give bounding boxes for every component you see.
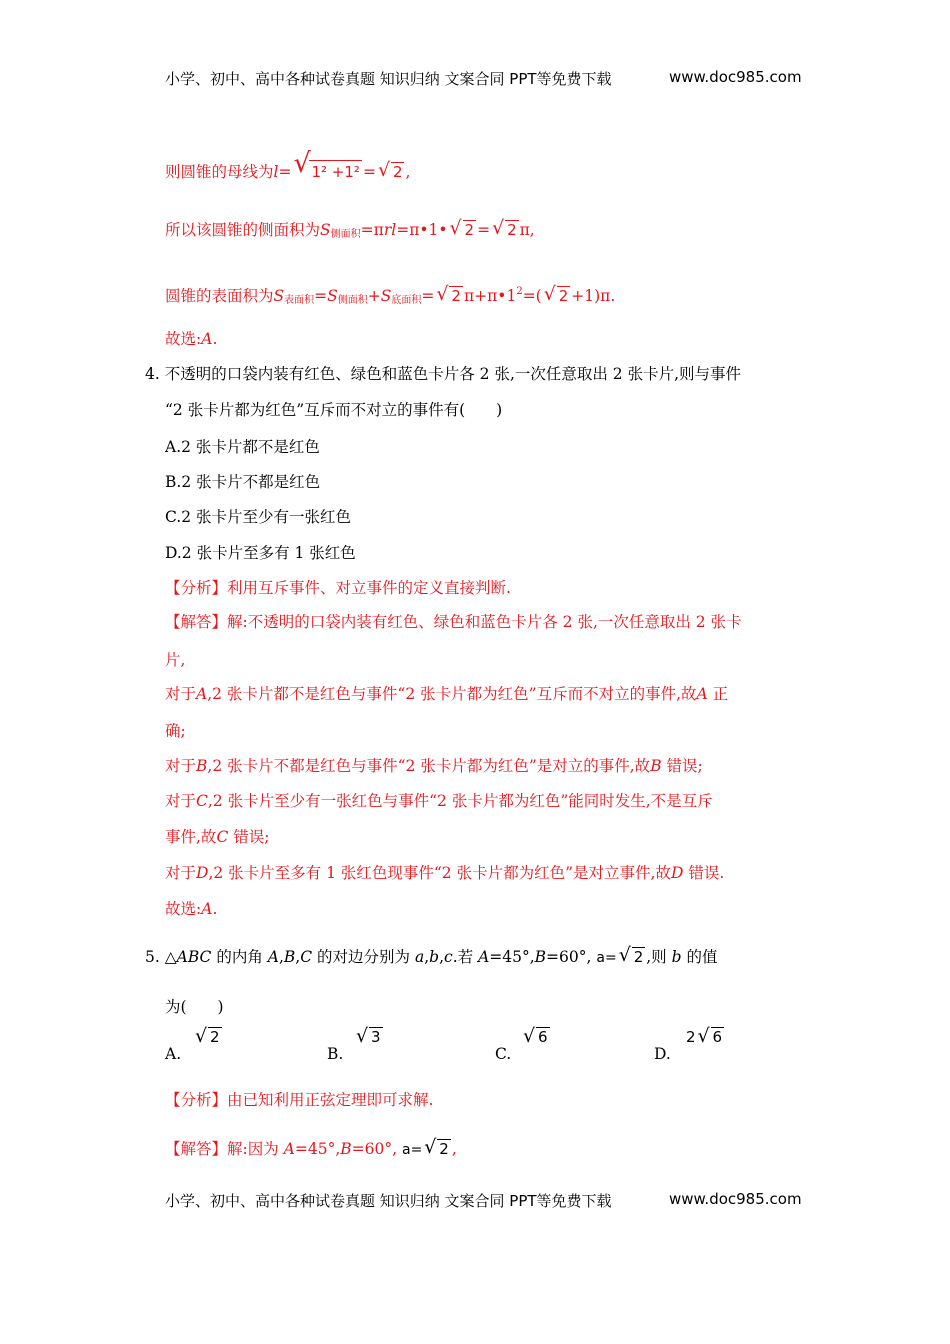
answer-text: ,2 张卡片至多有 1 张红色现事件“2 张卡片都为红色”是对立事件,故: [208, 864, 671, 882]
q3-line-2: [165, 220, 535, 245]
q3-radicand: 2: [451, 287, 461, 305]
q3-superscript: 2: [516, 286, 523, 297]
q3-text: ,: [405, 163, 411, 181]
q3-subscript: 表面积: [284, 295, 315, 306]
q5-text: 的对边分别为: [312, 948, 415, 966]
q5-radicand: 3: [371, 1028, 381, 1046]
page-footer: [165, 1190, 805, 1211]
answer-var: A: [283, 1140, 295, 1158]
q3-radicand: 1² +1²: [309, 160, 361, 181]
answer-text: 对于: [165, 792, 197, 810]
sqrt-symbol: [293, 162, 361, 182]
q5-text: ,: [295, 948, 301, 966]
answer-var: A: [196, 685, 208, 703]
question-number: 4.: [145, 365, 160, 383]
q5-text: 的内角: [211, 948, 268, 966]
q3-text: 圆锥的表面积为: [165, 287, 274, 305]
sqrt-symbol: [523, 1028, 550, 1046]
answer-text: 正: [707, 685, 729, 703]
q3-text: π,: [519, 221, 535, 239]
q4-analysis: [165, 578, 511, 598]
answer-text: =45°,: [294, 1140, 341, 1158]
answer-var: B: [196, 757, 208, 775]
q5-radicand: 6: [538, 1028, 548, 1046]
q3-line-1: [165, 162, 410, 182]
q3-text: =(: [522, 287, 542, 305]
answer-tag: 【解答】: [165, 613, 228, 631]
sqrt-symbol: [544, 286, 571, 306]
q4-answer-line-9: [165, 899, 217, 919]
q4-answer-line-4: 确;: [165, 722, 186, 740]
q5-text: 的值: [681, 948, 718, 966]
q3-text: =π•1•: [396, 221, 448, 239]
answer-var: D: [670, 864, 684, 882]
answer-text: ,2 张卡片至少有一张红色与事件“2 张卡片都为红色”能同时发生,不是互斥: [207, 792, 713, 810]
answer-text: ,2 张卡片都不是红色与事件“2 张卡片都为红色”互斥而不对立的事件,故: [207, 685, 697, 703]
q3-var-s: S: [327, 287, 338, 305]
answer-formula: a=: [401, 1142, 423, 1158]
analysis-text: 由已知利用正弦定理即可求解.: [227, 1091, 434, 1109]
sqrt-symbol: [424, 1139, 451, 1159]
answer-text: 错误.: [683, 864, 725, 882]
q3-subscript: 侧面积: [337, 295, 368, 306]
page-header: [165, 68, 805, 89]
q3-var-s: S: [380, 287, 392, 305]
q3-var-s: S: [273, 287, 285, 305]
analysis-text: 利用互斥事件、对立事件的定义直接判断.: [227, 579, 511, 597]
q4-stem-line-1: [145, 364, 741, 384]
sqrt-symbol: [195, 1028, 222, 1046]
header-site-link[interactable]: www.doc985.com: [669, 68, 802, 86]
q5-var: C: [300, 948, 313, 966]
q5-var: b: [429, 948, 440, 966]
q4-option-a: A.2 张卡片都不是红色: [165, 438, 320, 456]
question-number: 5.: [145, 948, 160, 966]
answer-text: 解:不透明的口袋内装有红色、绿色和蓝色卡片各 2 张,一次任意取出 2 张卡: [227, 613, 742, 631]
q3-var-rl: rl: [383, 221, 397, 239]
sqrt-symbol: [436, 286, 463, 306]
sqrt-symbol: [698, 1028, 725, 1046]
q5-option-a-value: [193, 1028, 223, 1046]
footer-site-link[interactable]: www.doc985.com: [669, 1190, 802, 1208]
q3-line-4: [165, 329, 217, 349]
answer-text: =60°,: [351, 1140, 398, 1158]
q4-option-b: B.2 张卡片不都是红色: [165, 473, 321, 491]
sqrt-symbol: [378, 162, 405, 182]
triangle-symbol: △: [164, 948, 177, 966]
q5-option-d-value: [686, 1028, 725, 1046]
q5-text: ,: [439, 948, 445, 966]
q5-radicand: 6: [712, 1028, 723, 1046]
q5-stem-line-1: [145, 947, 717, 968]
footer-text: 小学、初中、高中各种试卷真题 知识归纳 文案合同 PPT等免费下载: [165, 1192, 612, 1210]
q4-stem: 不透明的口袋内装有红色、绿色和蓝色卡片各 2 张,一次任意取出 2 张卡片,则与事件: [164, 365, 742, 383]
analysis-tag: 【分析】: [165, 579, 228, 597]
q3-radicand: 2: [392, 163, 403, 181]
q5-coefficient: 2: [686, 1028, 696, 1046]
q3-text: +: [367, 287, 381, 305]
q3-text: =: [314, 287, 328, 305]
q4-stem: “2 张卡片都为红色”互斥而不对立的事件有( ): [165, 401, 503, 419]
q3-radicand: 2: [464, 221, 475, 239]
q4-answer-line-8: [165, 863, 724, 883]
q3-var-s: S: [320, 221, 331, 239]
q5-var: B: [283, 948, 296, 966]
q5-var: A: [478, 948, 490, 966]
answer-var: A: [696, 685, 708, 703]
answer-var: B: [650, 757, 662, 775]
answer-text: 故选:: [165, 900, 202, 918]
q5-text: =45°,: [489, 948, 535, 966]
q3-text: =: [421, 287, 435, 305]
answer-text: 解:因为: [227, 1140, 284, 1158]
q3-text: π+π•1: [463, 287, 517, 305]
q5-text: ,则: [646, 948, 672, 966]
q5-text: =60°,: [546, 948, 592, 966]
q3-line-3: [165, 282, 615, 311]
q3-text: +1)π.: [571, 287, 616, 305]
q5-option-c-label: C.: [495, 1045, 512, 1063]
q4-answer-line-1: [165, 612, 742, 632]
answer-var: C: [216, 828, 229, 846]
answer-text: 事件,故: [165, 828, 217, 846]
q5-option-a-label: A.: [165, 1045, 182, 1063]
q3-text: =π: [360, 221, 384, 239]
answer-text: ,2 张卡片不都是红色与事件“2 张卡片都为红色”是对立的事件,故: [207, 757, 651, 775]
q3-radicand: 2: [507, 221, 517, 239]
sqrt-symbol: [619, 947, 646, 967]
q3-text: =: [362, 163, 376, 181]
q5-analysis: [165, 1090, 433, 1110]
sqrt-symbol: [356, 1028, 383, 1046]
q4-stem-line-2: [165, 400, 502, 420]
q5-option-b-label: B.: [327, 1045, 344, 1063]
q5-var: c: [444, 948, 453, 966]
answer-var: A: [201, 900, 213, 918]
answer-tag: 【解答】: [165, 1140, 228, 1158]
q4-option-d: D.2 张卡片至多有 1 张红色: [165, 544, 356, 562]
q4-answer-line-6: [165, 791, 713, 811]
q4-option-c: C.2 张卡片至少有一张红色: [165, 508, 352, 526]
q4-answer-line-7: [165, 827, 269, 847]
answer-text: 对于: [165, 685, 197, 703]
q3-radicand: 2: [558, 287, 569, 305]
q3-answer: A: [201, 330, 213, 348]
q5-text: ,: [424, 948, 430, 966]
q4-answer-line-2: 片,: [165, 651, 186, 669]
q5-var: B: [534, 948, 547, 966]
q3-text: .: [212, 330, 218, 348]
q3-var-l: l: [273, 163, 279, 181]
q3-subscript: 底面积: [391, 295, 422, 306]
answer-text: 对于: [165, 864, 197, 882]
q5-radicand: 2: [633, 948, 644, 966]
q5-text: ,: [278, 948, 284, 966]
answer-text: 错误;: [228, 828, 270, 846]
q4-answer-line-5: [165, 756, 703, 776]
q5-var: b: [671, 948, 682, 966]
answer-var: D: [196, 864, 209, 882]
answer-var: B: [340, 1140, 352, 1158]
q5-radicand: 2: [210, 1028, 220, 1046]
q5-option-c-value: [521, 1028, 551, 1046]
q3-text: =: [477, 221, 491, 239]
q5-formula: a=: [596, 950, 617, 966]
q3-text: =: [278, 163, 292, 181]
q4-answer-line-3: [165, 684, 728, 704]
q5-text: .若: [452, 948, 479, 966]
q5-option-d-label: D.: [654, 1045, 671, 1063]
answer-radicand: 2: [439, 1140, 449, 1158]
answer-text: 对于: [165, 757, 197, 775]
answer-text: 错误;: [661, 757, 703, 775]
q5-var: A: [267, 948, 279, 966]
q3-text: 故选:: [165, 330, 202, 348]
header-text: 小学、初中、高中各种试卷真题 知识归纳 文案合同 PPT等免费下载: [165, 70, 612, 88]
sqrt-symbol: [492, 220, 519, 240]
q5-answer-line-1: [165, 1139, 457, 1160]
answer-var: C: [196, 792, 208, 810]
answer-text: ,: [451, 1140, 457, 1158]
q5-var: ABC: [176, 948, 212, 966]
q3-subscript: 侧面积: [330, 229, 361, 240]
analysis-tag: 【分析】: [165, 1091, 228, 1109]
q3-text: 所以该圆锥的侧面积为: [165, 221, 321, 239]
sqrt-symbol: [450, 220, 477, 240]
q3-text: 则圆锥的母线为: [165, 163, 274, 181]
q5-var: a: [414, 948, 425, 966]
answer-text: .: [212, 900, 218, 918]
q5-option-b-value: [354, 1028, 384, 1046]
q5-stem-line-2: 为( ): [165, 998, 224, 1016]
